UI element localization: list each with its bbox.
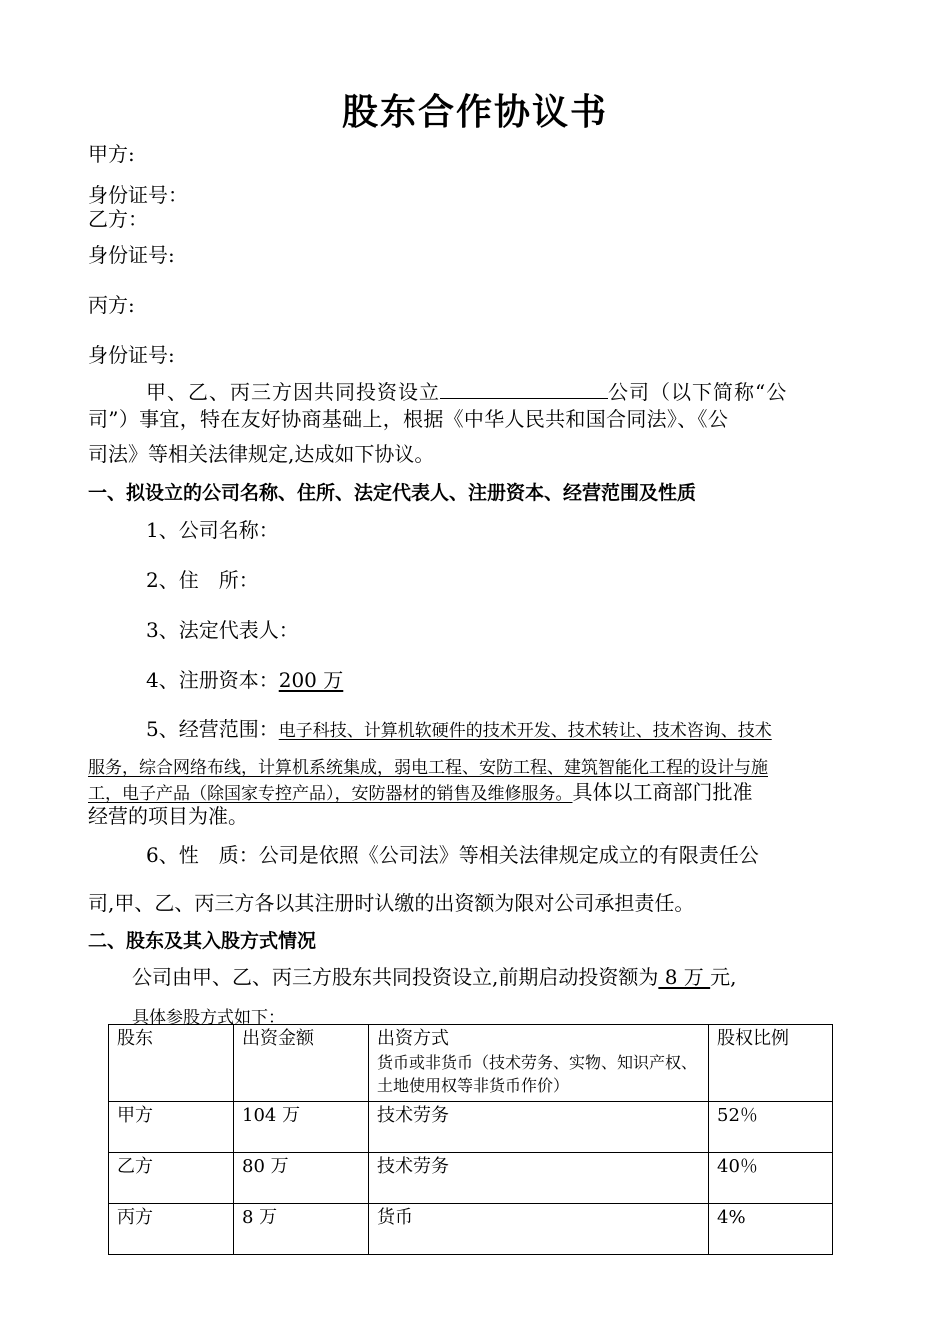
investment-line-2: 具体参股方式如下：: [132, 1008, 285, 1028]
scope-text-3: 工，电子产品（除国家专控产品），安防器材的销售及维修服务。: [88, 784, 573, 804]
cell-method: 技术劳务: [369, 1153, 709, 1204]
party-c-id-label: 身份证号:: [88, 343, 175, 367]
cell-ratio: 52％: [709, 1102, 833, 1153]
cell-shareholder: 甲方: [109, 1102, 234, 1153]
capital-value: 200 万: [278, 668, 344, 692]
header-amount: 出资金额: [234, 1025, 369, 1102]
address-label: 2、住 所：: [146, 568, 259, 592]
header-method: [369, 1025, 709, 1102]
section-2-heading: 二、股东及其入股方式情况: [88, 930, 317, 952]
scope-text-1: 电子科技、计算机软硬件的技术开发、技术转让、技术咨询、技术: [278, 721, 772, 741]
investment-line-1: [132, 964, 737, 990]
scope-tail: 具体以工商部门批准: [572, 780, 753, 804]
cell-shareholder: 丙方: [109, 1204, 234, 1255]
intro-line-1: [146, 378, 787, 405]
header-method-title: 出资方式: [377, 1028, 449, 1049]
intro-line-1-start: 甲、乙、丙三方因共同投资设立: [146, 380, 440, 404]
cell-ratio: 40％: [709, 1153, 833, 1204]
table-row: [109, 1102, 833, 1153]
intro-line-1-end: 公司（以下简称“公: [608, 380, 788, 404]
party-a-label: 甲方:: [88, 142, 135, 166]
party-c-label: 丙方:: [88, 293, 135, 317]
legal-rep-label: 3、法定代表人：: [146, 618, 299, 642]
business-scope-line-1: [146, 716, 772, 744]
header-shareholder: 股东: [109, 1025, 234, 1102]
header-method-note: 货币或非货币（技术劳务、实物、知识产权、土地使用权等非货币作价）: [377, 1053, 698, 1095]
cell-amount: 80 万: [234, 1153, 369, 1204]
cell-method: 技术劳务: [369, 1102, 709, 1153]
company-name-label: 1、公司名称：: [146, 518, 279, 542]
cell-amount: 104 万: [234, 1102, 369, 1153]
party-b-label: 乙方：: [88, 207, 148, 231]
party-a-id-label: 身份证号：: [88, 183, 188, 207]
cell-ratio: 4%: [709, 1204, 833, 1255]
business-scope-line-4: 经营的项目为准。: [88, 804, 248, 828]
table-row: [109, 1204, 833, 1255]
party-b-id-label: 身份证号:: [88, 243, 175, 267]
scope-label: 5、经营范围：: [146, 717, 279, 741]
investment-unit: 元,: [710, 965, 737, 989]
header-ratio: 股权比例: [709, 1025, 833, 1102]
intro-line-3: 司法》等相关法律规定,达成如下协议。: [88, 442, 435, 466]
company-nature-line-2: 司,甲、乙、丙三方各以其注册时认缴的出资额为限对公司承担责任。: [88, 891, 695, 915]
section-1-heading: 一、拟设立的公司名称、住所、法定代表人、注册资本、经营范围及性质: [88, 482, 697, 504]
cell-method: 货币: [369, 1204, 709, 1255]
table-header-row: [109, 1025, 833, 1102]
document-title: 股东合作协议书: [341, 92, 608, 133]
intro-line-2: 司”）事宜，特在友好协商基础上，根据《中华人民共和国合同法》、《公: [88, 407, 729, 431]
investment-amount: 8 万: [658, 965, 711, 989]
capital-label: 4、注册资本：: [146, 668, 279, 692]
company-nature-line-1: 6、性 质：公司是依照《公司法》等相关法律规定成立的有限责任公: [146, 843, 759, 867]
table-row: [109, 1153, 833, 1204]
business-scope-line-2: [88, 753, 768, 781]
registered-capital: [146, 667, 343, 693]
investment-text: 公司由甲、乙、丙三方股东共同投资设立,前期启动投资额为: [132, 965, 659, 989]
scope-text-2: 服务，综合网络布线，计算机系统集成，弱电工程、安防工程、建筑智能化工程的设计与施: [88, 758, 768, 778]
cell-shareholder: 乙方: [109, 1153, 234, 1204]
company-name-blank: [440, 378, 608, 399]
shareholder-table: [108, 1024, 833, 1255]
cell-amount: 8 万: [234, 1204, 369, 1255]
